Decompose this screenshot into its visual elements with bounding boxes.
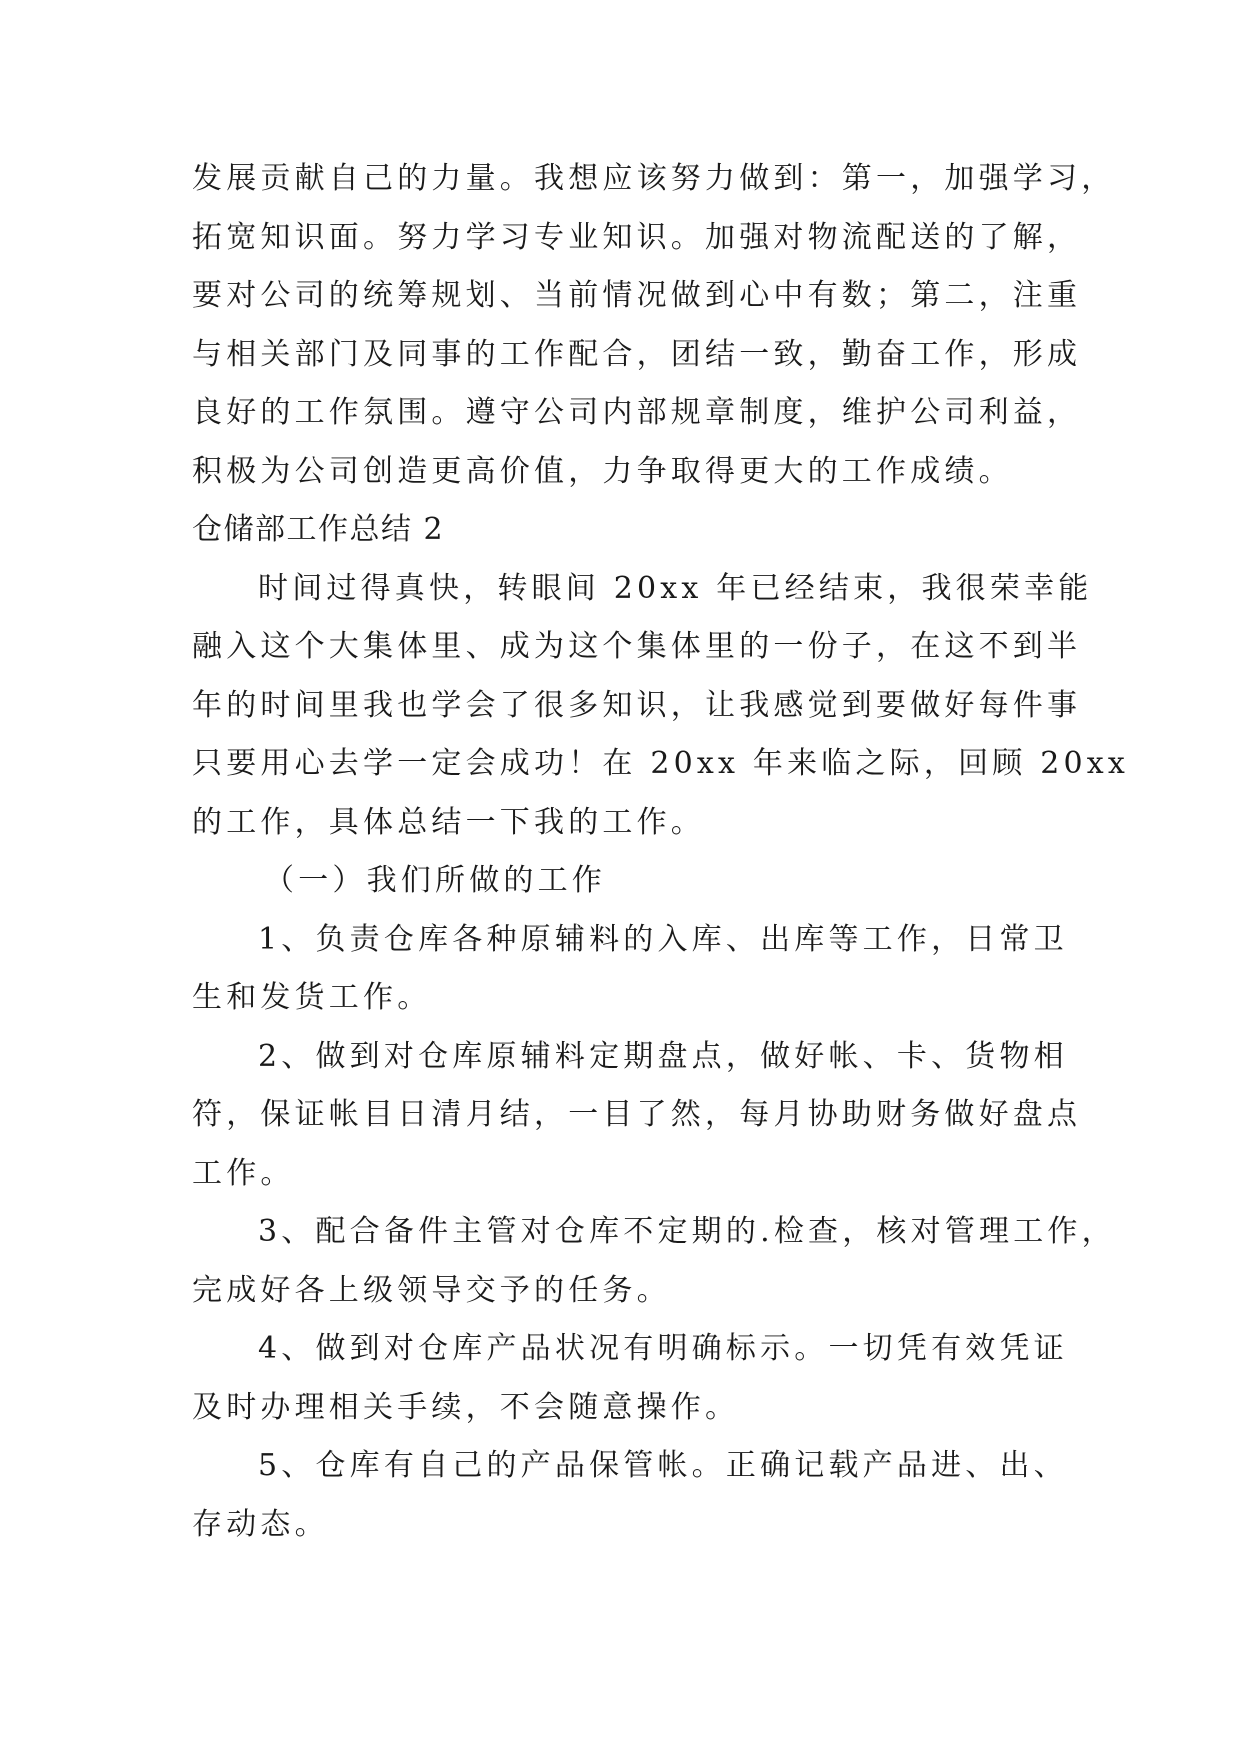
subsection-title: （一）我们所做的工作 xyxy=(264,863,606,898)
list-item-line: 符，保证帐目日清月结，一目了然，每月协助财务做好盘点 xyxy=(192,1097,1082,1132)
paragraph-line: 良好的工作氛围。遵守公司内部规章制度，维护公司利益， xyxy=(192,395,1082,430)
list-item-line: 3、配合备件主管对仓库不定期的.检查，核对管理工作， xyxy=(258,1214,1116,1249)
list-item-line: 1、负责仓库各种原辅料的入库、出库等工作，日常卫 xyxy=(258,921,1068,957)
document-body xyxy=(192,150,1130,1554)
section-title: 仓储部工作总结 2 xyxy=(192,512,445,547)
paragraph-line: 时间过得真快，转眼间 20xx 年已经结束，我很荣幸能 xyxy=(258,570,1093,606)
list-item-line: 完成好各上级领导交予的任务。 xyxy=(192,1272,671,1308)
paragraph-line: 的工作，具体总结一下我的工作。 xyxy=(192,804,705,840)
list-item-line: 及时办理相关手续，不会随意操作。 xyxy=(192,1389,740,1425)
list-item-line: 4、做到对仓库产品状况有明确标示。一切凭有效凭证 xyxy=(258,1331,1068,1366)
paragraph-line: 拓宽知识面。努力学习专业知识。加强对物流配送的了解， xyxy=(192,219,1082,255)
list-item-line: 2、做到对仓库原辅料定期盘点，做好帐、卡、货物相 xyxy=(258,1038,1068,1074)
paragraph-line: 要对公司的统筹规划、当前情况做到心中有数；第二，注重 xyxy=(192,278,1082,313)
list-item-line: 存动态。 xyxy=(192,1506,329,1542)
paragraph-line: 年的时间里我也学会了很多知识，让我感觉到要做好每件事 xyxy=(192,687,1082,723)
paragraph-line: 融入这个大集体里、成为这个集体里的一份子，在这不到半 xyxy=(192,629,1082,664)
paragraph-line: 与相关部门及同事的工作配合，团结一致，勤奋工作，形成 xyxy=(192,336,1082,372)
list-item-line: 工作。 xyxy=(192,1155,295,1191)
list-item-line: 生和发货工作。 xyxy=(192,980,432,1015)
paragraph-line: 积极为公司创造更高价值，力争取得更大的工作成绩。 xyxy=(192,453,1013,489)
paragraph-line: 只要用心去学一定会成功！在 20xx 年来临之际，回顾 20xx xyxy=(192,746,1130,781)
list-item-line: 5、仓库有自己的产品保管帐。正确记载产品进、出、 xyxy=(258,1448,1068,1483)
paragraph-line: 发展贡献自己的力量。我想应该努力做到：第一，加强学习， xyxy=(192,161,1116,196)
